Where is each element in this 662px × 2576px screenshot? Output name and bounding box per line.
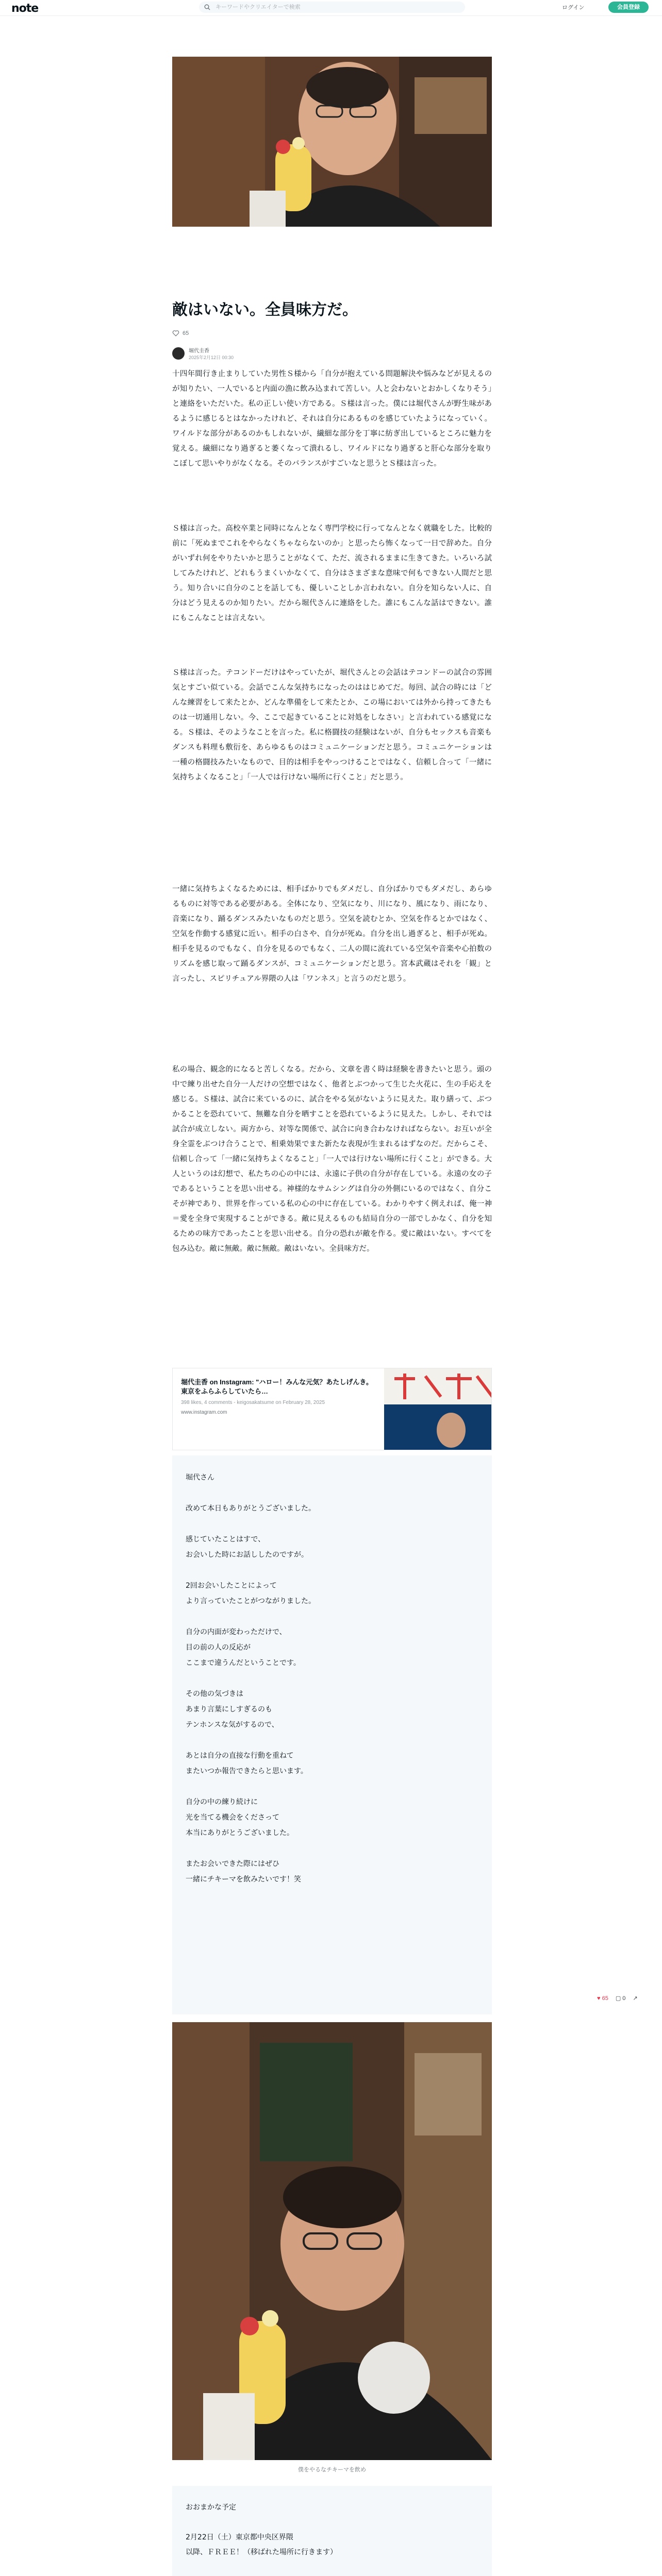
article-photo: [172, 2022, 492, 2460]
info-line: おおまかな予定: [186, 2503, 236, 2512]
info-line: 以降、ＦＲＥＥ！（移ばれた場所に行きます）: [186, 2548, 337, 2556]
quote-line: あまり言葉にしすぎるのも: [186, 1705, 272, 1714]
paragraph-4: 一緒に気持ちよくなるためには、相手ばかりでもダメだし、自分ばかりでもダメだし、あらゆるものに対等である必要がある。全体になり、空気になり、川になり、風になり、雨になり、音楽になり、踊るダンスみたいなものだと思う。空気を読むとか、空気を作るとかではなく、空気を作動する感覚に近い。相手の白さや、自分が死ぬ。自分を出し過ぎると、相手が死ぬ。相手を見るのでもなく、自分を見るのでもなく、二人の間に流れている空気や音楽や心拍数のリズムを感じ取って踊るダンスが、コミュニケーションだと思う。宮本武蔵はそれを「観」と言ったし、スピリチュアル界隈の人は「ワンネス」と言うのだと思う。: [172, 885, 492, 983]
quote-line: 堀代さん: [186, 1473, 214, 1482]
quote-line: [186, 1671, 478, 1686]
quote-line: [186, 1609, 478, 1624]
author-name[interactable]: 堀代圭香: [189, 348, 209, 354]
quote-line: 2回お会いしたことによって: [186, 1582, 277, 1590]
publish-date: 2025年2月12日 00:30: [189, 355, 234, 360]
quote-line: より言っていたことがつながりました。: [186, 1597, 316, 1605]
quote-line: 自分の内面が変わっただけで、: [186, 1628, 287, 1636]
quote-line: 光を当てる機会をくださって: [186, 1814, 279, 1822]
embed-domain: www.instagram.com: [181, 1410, 227, 1415]
search-icon: [204, 4, 210, 10]
float-comment[interactable]: ▢ 0: [615, 1995, 626, 2002]
author-avatar[interactable]: [172, 347, 185, 360]
like-count: 65: [183, 330, 189, 336]
quote-line: [186, 1841, 478, 1856]
quote-line: [186, 1516, 478, 1532]
message-quote-box: [172, 1455, 492, 2014]
quote-line: またいつか報告できたらと思います。: [186, 1767, 308, 1775]
quote-line: [186, 1485, 478, 1501]
quote-line: 目の前の人の反応が: [186, 1643, 251, 1652]
search-bar[interactable]: [199, 2, 465, 13]
floating-actions: [597, 1995, 638, 2002]
embed-thumbnail: [384, 1368, 491, 1450]
embed-title: 堀代圭香 on Instagram: "ハロー！みんな元気？あたしげんき。東京をふらふらしていたら…: [181, 1378, 373, 1395]
heart-icon: [172, 330, 179, 337]
author-byline[interactable]: [172, 346, 234, 361]
instagram-embed-card[interactable]: [172, 1368, 492, 1450]
paragraph-3: Ｓ様は言った。テコンドーだけはやっていたが、堀代さんとの会話はテコンドーの試合の雰囲気とすごい似ている。会話でこんな気持ちになったのははじめてだ。毎回、試合の時には「どんな練習をして来たとか、どんな準備をして来たとか、この場においては外から持ってきたものは一切通用しない。今、ここで起きていることに対処をしなさい」と言われている感覚になる。Ｓ様は、そのようなことを言った。私に格闘技の経験はないが、自分もセックスも音楽もダンスも料理も敷衍を、あらゆるものはコミュニケーションだと思う。コミュニケーションは一種の格闘技みたいなもので、目的は相手をやっつけることではなく、信頼し合って「一緒に気持ちよくなること」「一人では行けない場所に行くこと」だと思う。: [172, 669, 492, 782]
photo-caption: 僕をやるなチキーマを飲め: [298, 2467, 366, 2473]
hero-photo: [172, 57, 492, 227]
note-logo[interactable]: note: [11, 2, 39, 15]
float-like-count: 65: [602, 1995, 608, 2002]
quote-line: [186, 1733, 478, 1748]
share-icon[interactable]: ↗: [633, 1995, 638, 2002]
float-comment-count: 0: [622, 1995, 626, 2002]
paragraph-1: 十四年間行き止まりしていた男性Ｓ様から「自分が抱えている問題解決や悩みなどが見えるのが知りたい、一人でいると内面の漁に飲み込まれて苦しい。人と会わないとおかしくなりそう」と連絡をいただいた。私の正しい使い方である。Ｓ様は言った。僕には堀代さんが野生味があるように感じるとはなかったけれど、それは自分にあるものを感じていたようになっていく。ワイルドな部分があるのかもしれないが、繊細な部分を丁寧に紡ぎ出しているところに魅力を覚える。繊細になり過ぎると萎くなって潰れるし、ワイルドになり過ぎると肝心な部分を取りこぼして思いやりがなくなる。そのバランスがすごいなと思うとＳ様は言った。: [172, 370, 492, 468]
title-like[interactable]: [172, 330, 189, 337]
top-header: [0, 0, 662, 16]
login-link[interactable]: ログイン: [562, 5, 585, 11]
info-line: 2月22日（土）東京都中央区界隈: [186, 2533, 293, 2541]
signup-button[interactable]: 会員登録: [608, 2, 649, 13]
article-title: 敵はいない。全員味方だ。: [172, 301, 358, 318]
quote-line: 本当にありがとうございました。: [186, 1829, 294, 1837]
quote-line: あとは自分の直接な行動を重ねて: [186, 1752, 294, 1760]
quote-line: [186, 1563, 478, 1578]
paragraph-5: 私の場合、観念的になると苦しくなる。だから、文章を書く時は経験を書きたいと思う。頭の中で練り出せた自分一人だけの空想ではなく、他者とぶつかって生じた火花に、生の手応えを感じる。Ｓ様は、試合に来ているのに、試合をやる気がないように見えた。取り繕って、ぶつかることを恐れていて、無難な自分を晒すことを恐れているように見えた。しかし、それでは試合が成立しない。両方から、対等な関係で、試合に向き合わなければならない。お互いが全身全霊をぶつけ合うことで、相乗効果でまた新たな表現が生まれるはずなのだ。だからこそ、信頼し合って「一緒に気持ちよくなること」「一人では行けない場所に行くこと」ができる。大人というのは幻想で、私たちの心の中には、永遠に子供の自分が存在している。永遠の女の子であるということを思い出せる。神様的なサムシングは自分の外側にいるのではなく、自分こそが神であり、世界を作っている私の心の中に存在している。わかりやすく例えれば、俺一神＝愛を全身で実現することができる。敵に見えるものも結局自分の一部でしかなく、自分を知るための味方であったことを思い出せる。自分の恐れが敵を作る。愛に敵はいない。すべてを包み込む。敵に無敵。敵に無敵。敵はいない。全員味方だ。: [172, 1065, 492, 1253]
schedule-info-box: [172, 2486, 492, 2576]
paragraph-2: Ｓ様は言った。高校卒業と同時になんとなく専門学校に行ってなんとなく就職をした。比較的前に「死ぬまでこれをやらなくちゃならないのか」と思ったら怖くなって一日で辞めた。自分がいずれ何をやりたいかと思うことがなくて、ただ、流されるままに生きてきた。いろいろ試してみたけれど、どれもうまくいかなくて、自分はさまざまな意味で何もできない人間だと思う。知り合いに自分のことを話しても、優しいことしか言われない。自分を知らない人に、自分はどう見えるのか知りたい。だから堀代さんに連絡をした。誰にもこんな話はできない。誰にもこんなことは言えない。: [172, 524, 492, 622]
search-input[interactable]: [214, 4, 443, 11]
quote-line: 感じていたことはすで、: [186, 1535, 266, 1544]
quote-line: 改めて本日もありがとうございました。: [186, 1504, 316, 1513]
quote-line: またお会いできた際にはぜひ: [186, 1860, 279, 1868]
quote-line: お会いした時にお話ししたのですが。: [186, 1551, 308, 1559]
quote-line: テンホンスな気がするので、: [186, 1721, 279, 1729]
quote-line: 一緒にチキーマを飲みたいです！笑: [186, 1875, 301, 1884]
float-like[interactable]: ♥ 65: [597, 1995, 608, 2002]
quote-line: [186, 1779, 478, 1794]
quote-line: 自分の中の練り続けに: [186, 1798, 258, 1806]
info-line: [186, 2560, 478, 2575]
info-line: [186, 2515, 478, 2530]
quote-line: ここまで違うんだということです。: [186, 1659, 301, 1667]
quote-line: その他の気づきは: [186, 1690, 243, 1698]
embed-meta: 398 likes, 4 comments - keigosakatsume on February 28, 2025: [181, 1400, 325, 1405]
